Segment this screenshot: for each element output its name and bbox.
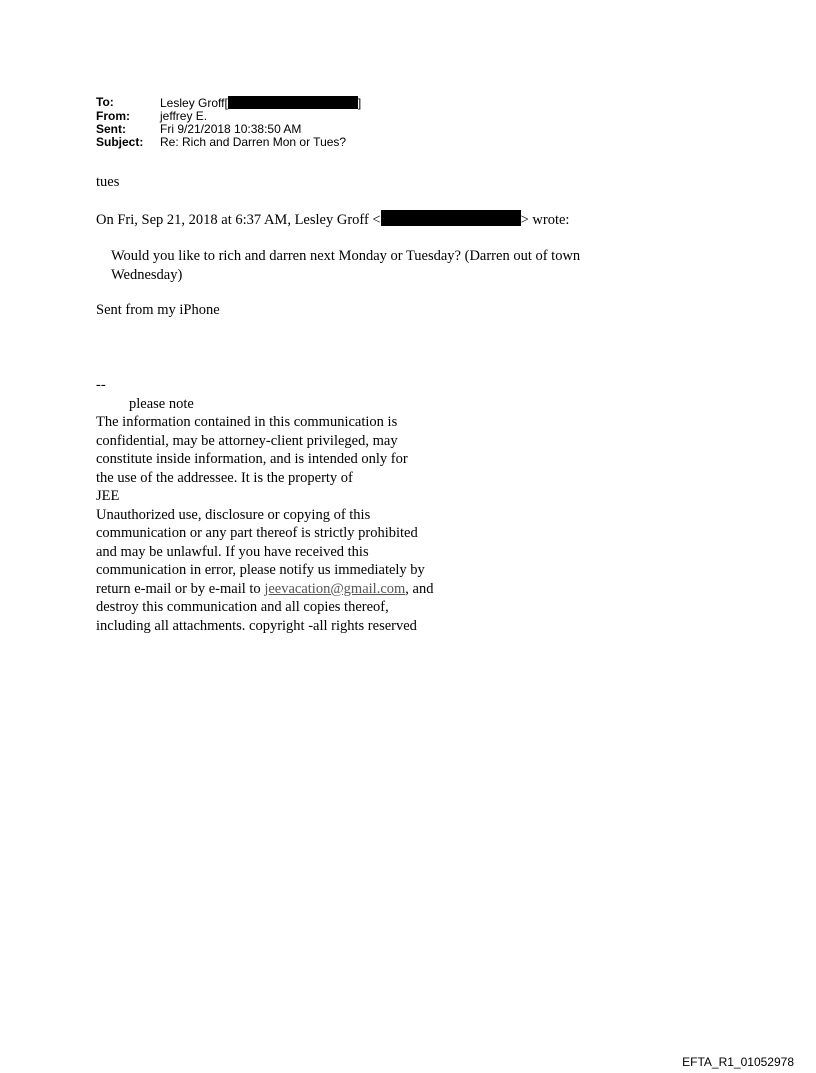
quote-prefix: On Fri, Sep 21, 2018 at 6:37 AM, Lesley Groff < — [96, 212, 381, 228]
quoted-message — [111, 247, 580, 284]
from-value: jeffrey E. — [160, 109, 208, 123]
subject-label: Subject: — [96, 135, 144, 149]
sent-from-line: Sent from my iPhone — [96, 302, 220, 318]
redaction-box — [381, 210, 521, 226]
signature-line: including all attachments. copyright -all rights reserved — [96, 617, 417, 634]
signature-line: destroy this communication and all copies thereof, — [96, 599, 389, 615]
signature-line: communication or any part thereof is strictly prohibited — [96, 525, 418, 541]
to-label: To: — [96, 95, 114, 109]
document-id: EFTA_R1_01052978 — [682, 1055, 794, 1069]
signature-block — [96, 376, 433, 635]
subject-value: Re: Rich and Darren Mon or Tues? — [160, 135, 347, 149]
email-header — [96, 96, 361, 149]
sent-value: Fri 9/21/2018 10:38:50 AM — [160, 122, 302, 136]
to-recipient: Lesley Groff[ — [160, 96, 228, 110]
reply-text: tues — [96, 174, 120, 190]
redaction-box — [228, 96, 358, 109]
signature-line: Unauthorized use, disclosure or copying of this — [96, 506, 371, 523]
signature-line: the use of the addressee. It is the property of — [96, 469, 353, 486]
quote-attribution — [96, 210, 569, 229]
sent-label: Sent: — [96, 122, 126, 136]
quoted-line: Wednesday) — [111, 266, 183, 283]
to-value — [160, 96, 361, 110]
signature-line: constitute inside information, and is intended only for — [96, 451, 408, 467]
signature-dashes: -- — [96, 377, 106, 393]
header-to-row — [96, 96, 361, 110]
signature-email-line — [96, 580, 433, 599]
signature-line: The information contained in this communication is — [96, 414, 398, 430]
signature-line: confidential, may be attorney-client privileged, may — [96, 432, 398, 449]
signature-line: and may be unlawful. If you have received this — [96, 543, 369, 560]
email-link[interactable]: jeevacation@gmail.com — [264, 580, 406, 597]
header-subject-row — [96, 136, 361, 149]
from-label: From: — [96, 109, 130, 123]
signature-line: JEE — [96, 488, 120, 504]
to-close-bracket: ] — [357, 96, 362, 110]
signature-line: communication in error, please notify us immediately by — [96, 562, 425, 578]
quote-suffix: > wrote: — [520, 212, 570, 228]
signature-note: please note — [129, 395, 194, 412]
email-line-prefix: return e-mail or by e-mail to — [96, 580, 265, 597]
quoted-line: Would you like to rich and darren next Monday or Tuesday? (Darren out of town — [111, 248, 581, 264]
email-line-suffix: , and — [405, 580, 434, 597]
